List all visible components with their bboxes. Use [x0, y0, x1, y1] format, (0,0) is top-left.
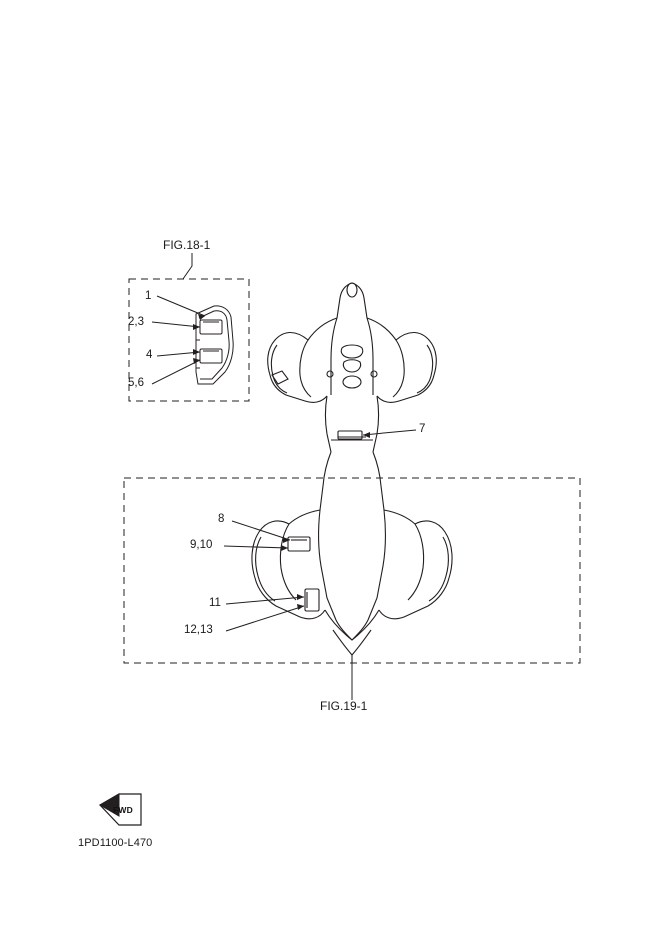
figure-title-top: FIG.18-1: [163, 238, 211, 252]
part-number-8: 8: [218, 513, 225, 525]
part-number-1: 1: [145, 290, 152, 302]
part-number-9-10: 9,10: [190, 539, 213, 551]
leader-lines-main: [224, 430, 416, 631]
drawing-code: 1PD1100-L470: [78, 837, 153, 849]
figure-title-bottom: FIG.19-1: [320, 699, 368, 713]
part-number-11: 11: [209, 597, 221, 609]
part-number-2-3: 2,3: [128, 316, 144, 328]
part-number-12-13: 12,13: [184, 624, 213, 636]
part-number-7: 7: [419, 423, 426, 435]
atv-body-top-view: [252, 283, 452, 663]
leader-fig-18-1: [183, 253, 192, 279]
part-number-5-6: 5,6: [128, 377, 144, 389]
fwd-label: FWD: [113, 805, 133, 815]
part-number-4: 4: [146, 349, 153, 361]
